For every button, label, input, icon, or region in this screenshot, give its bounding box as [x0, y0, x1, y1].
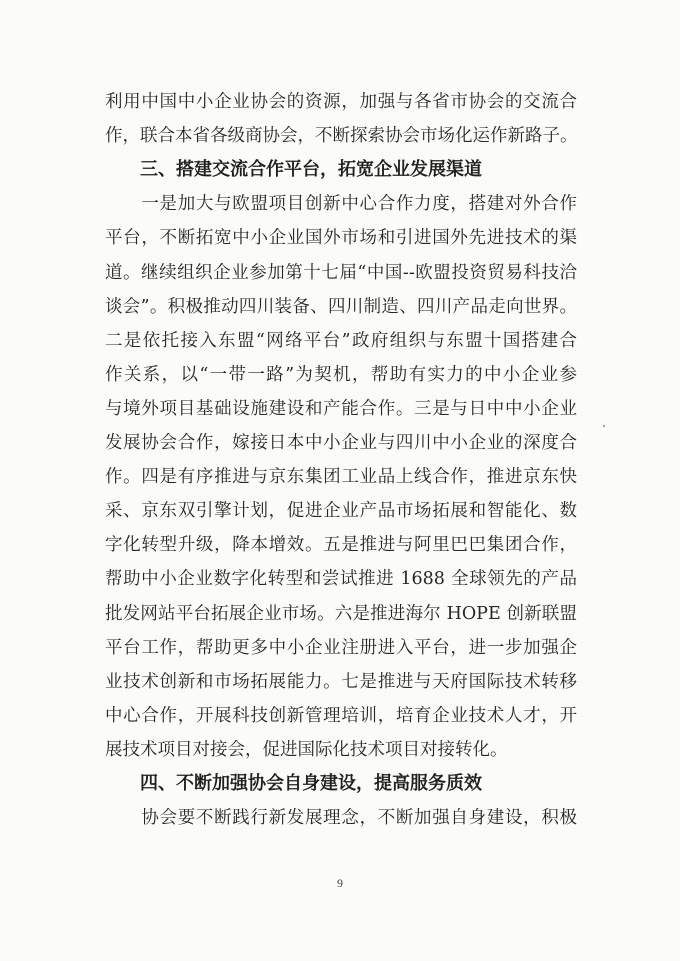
paragraph-line: 发展协会合作，嫁接日本中小企业与四川中小企业的深度合	[105, 433, 577, 453]
paragraph-line: 与境外项目基础设施建设和产能合作。三是与日中中小企业	[105, 399, 577, 419]
paragraph-line: 谈会”。积极推动四川装备、四川制造、四川产品走向世界。	[105, 297, 577, 317]
page-number: 9	[337, 876, 343, 890]
section-heading: 三、搭建交流合作平台，拓宽企业发展渠道	[140, 159, 482, 180]
paragraph-line: 采、京东双引擎计划，促进企业产品市场拓展和智能化、数	[105, 501, 577, 521]
paragraph-line: 中心合作，开展科技创新管理培训，培育企业技术人才，开	[105, 706, 577, 726]
paragraph-line: 道。继续组织企业参加第十七届“中国--欧盟投资贸易科技洽	[105, 263, 577, 283]
paragraph-line: 一是加大与欧盟项目创新中心合作力度，搭建对外合作	[105, 194, 577, 214]
paragraph-line: 协会要不断践行新发展理念，不断加强自身建设，积极	[105, 808, 577, 828]
paragraph-line: 作，联合本省各级商协会，不断探索协会市场化运作新路子。	[105, 126, 578, 146]
paragraph-line: 利用中国中小企业协会的资源，加强与各省市协会的交流合	[105, 92, 577, 112]
paragraph-line: 字化转型升级，降本增效。五是推进与阿里巴巴集团合作，	[105, 535, 577, 555]
scan-speck	[603, 425, 605, 427]
paragraph-line: 二是依托接入东盟“网络平台”政府组织与东盟十国搭建合	[105, 331, 577, 351]
paragraph-line: 作。四是有序推进与京东集团工业品上线合作，推进京东快	[105, 467, 577, 487]
paragraph-line: 展技术项目对接会，促进国际化技术项目对接转化。	[105, 740, 508, 760]
paragraph-line: 业技术创新和市场拓展能力。七是推进与天府国际技术转移	[105, 672, 577, 692]
paragraph-line: 平台工作，帮助更多中小企业注册进入平台，进一步加强企	[105, 638, 577, 658]
paragraph-line: 平台，不断拓宽中小企业国外市场和引进国外先进技术的渠	[105, 228, 577, 248]
paragraph-line: 帮助中小企业数字化转型和尝试推进 1688 全球领先的产品	[105, 569, 577, 589]
section-heading: 四、不断加强协会自身建设，提高服务质效	[140, 773, 482, 794]
paragraph-line: 批发网站平台拓展企业市场。六是推进海尔 HOPE 创新联盟	[105, 604, 577, 624]
paragraph-line: 作关系，以“一带一路”为契机，帮助有实力的中小企业参	[105, 365, 577, 385]
